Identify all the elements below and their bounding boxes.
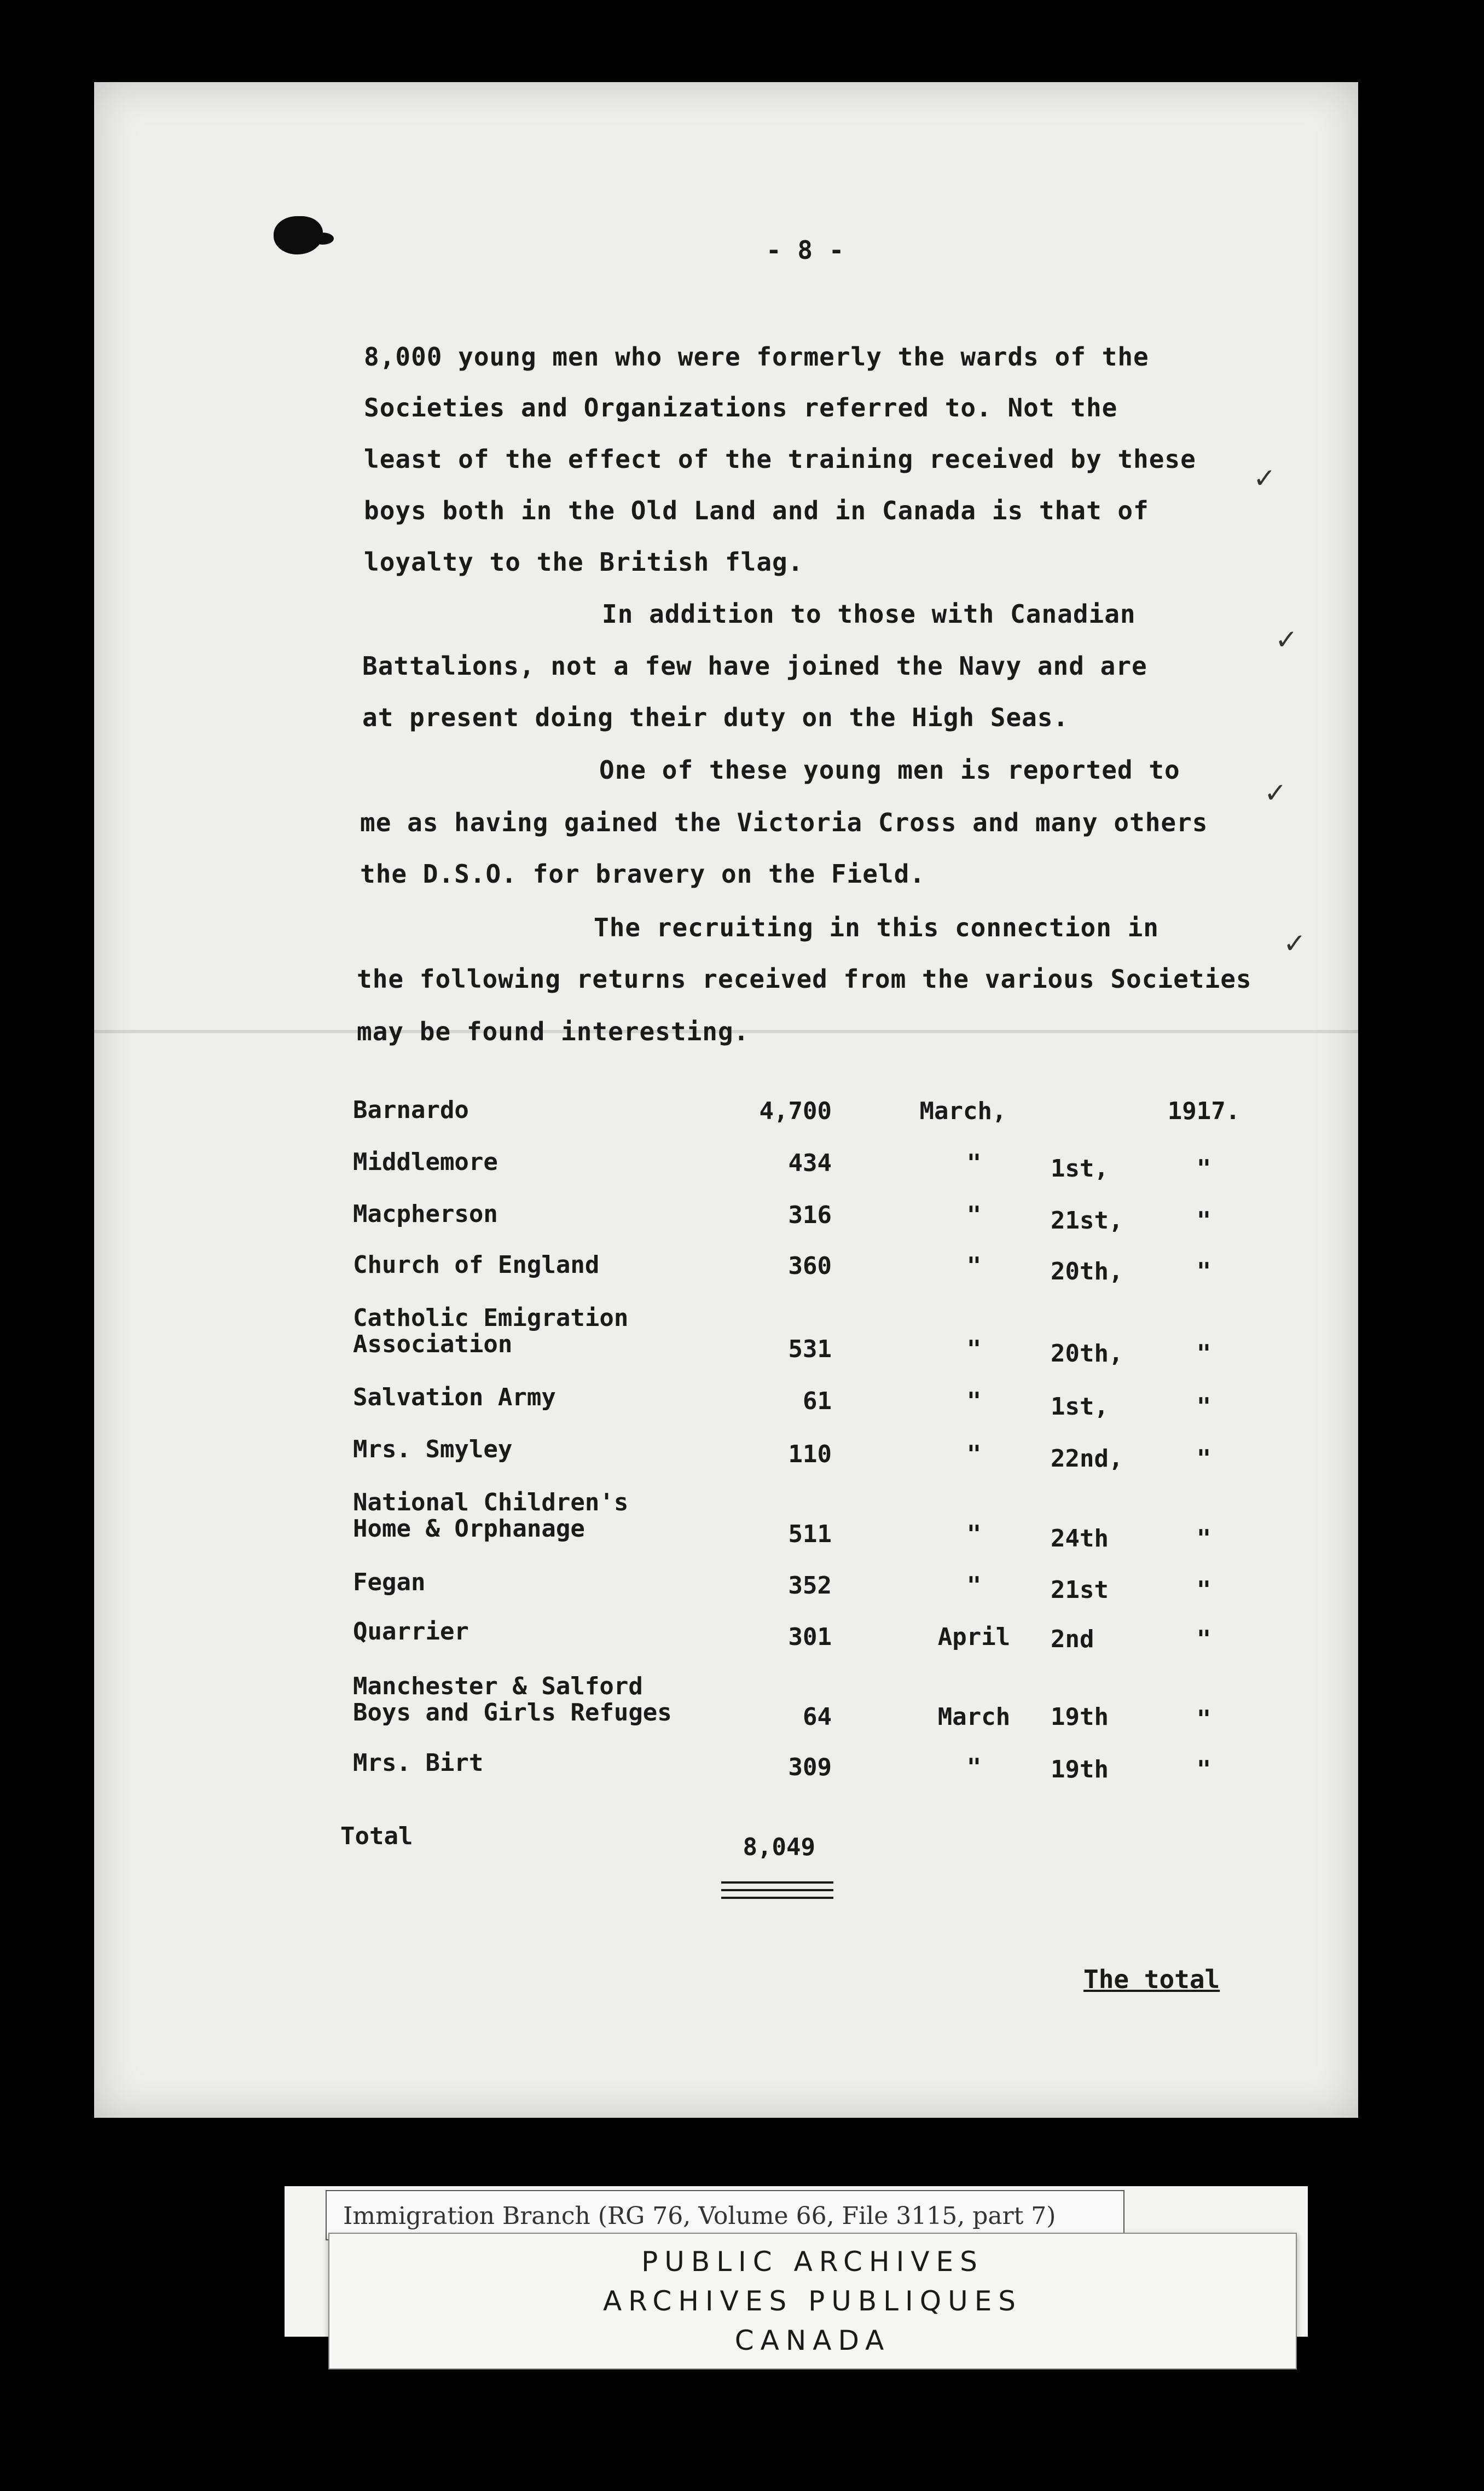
- recruit-count: 316: [788, 1201, 832, 1229]
- recruit-count: 309: [788, 1753, 832, 1781]
- return-day: 21st: [1051, 1576, 1109, 1604]
- return-day: 20th,: [1051, 1340, 1123, 1368]
- return-month: ": [966, 1520, 982, 1548]
- total-underline-3: [721, 1897, 833, 1899]
- return-day: 20th,: [1051, 1258, 1123, 1285]
- return-day: 1st,: [1051, 1393, 1109, 1421]
- body-line-8: at present doing their duty on the High Seas.: [362, 703, 1069, 732]
- recruit-count: 352: [788, 1572, 832, 1600]
- ink-blot-tail: [312, 233, 334, 245]
- recruit-count: 64: [803, 1703, 832, 1731]
- body-line-3: least of the effect of the training received by these: [364, 444, 1196, 474]
- return-month: ": [966, 1572, 982, 1600]
- return-month: ": [966, 1387, 982, 1415]
- society-name: Quarrier: [353, 1618, 469, 1646]
- return-month: ": [966, 1753, 982, 1781]
- return-month: April: [937, 1623, 1011, 1651]
- society-name: Salvation Army: [353, 1383, 556, 1411]
- society-name: Fegan: [353, 1568, 426, 1596]
- recruit-count: 110: [788, 1440, 832, 1468]
- page-number: - 8 -: [766, 235, 845, 265]
- return-day: 1st,: [1051, 1155, 1109, 1183]
- recruit-count: 301: [788, 1623, 832, 1651]
- return-year: ": [1196, 1393, 1211, 1421]
- archives-stamp: [328, 2233, 1297, 2370]
- total-underline-1: [721, 1881, 833, 1884]
- return-year: ": [1196, 1756, 1211, 1783]
- recruit-count: 61: [803, 1387, 832, 1415]
- return-year: ": [1196, 1258, 1211, 1285]
- return-year: ": [1196, 1155, 1211, 1183]
- body-line-4: boys both in the Old Land and in Canada is that of: [364, 496, 1149, 525]
- body-line-9: One of these young men is reported to: [599, 755, 1180, 785]
- recruit-count: 434: [788, 1149, 832, 1177]
- archive-reference: Immigration Branch (RG 76, Volume 66, File 3115, part 7): [326, 2190, 1124, 2240]
- check-mark-3: ✓: [1264, 777, 1287, 809]
- society-name: Macpherson: [353, 1200, 498, 1228]
- society-name: Catholic Emigration Association: [353, 1304, 629, 1358]
- return-month: ": [966, 1335, 982, 1363]
- return-year: ": [1196, 1576, 1211, 1604]
- recruit-count: 531: [788, 1335, 832, 1363]
- body-line-13: the following returns received from the various Societies: [357, 964, 1252, 994]
- return-year: 1917.: [1167, 1097, 1240, 1125]
- return-day: 21st,: [1051, 1207, 1123, 1235]
- return-month: ": [966, 1201, 982, 1229]
- body-line-1: 8,000 young men who were formerly the wards of the: [364, 342, 1149, 372]
- return-year: ": [1196, 1445, 1211, 1473]
- society-name: Mrs. Birt: [353, 1749, 484, 1777]
- body-line-2: Societies and Organizations referred to. Not the: [364, 393, 1118, 422]
- body-line-12: The recruiting in this connection in: [594, 913, 1159, 942]
- return-year: ": [1196, 1525, 1211, 1552]
- stamp-line-1: PUBLIC ARCHIVES: [641, 2246, 984, 2278]
- return-year: ": [1196, 1207, 1211, 1235]
- society-name: National Children's Home & Orphanage: [353, 1488, 629, 1543]
- return-day: 24th: [1051, 1525, 1109, 1552]
- return-month: ": [966, 1149, 982, 1177]
- body-line-14: may be found interesting.: [357, 1017, 750, 1046]
- return-month: ": [966, 1440, 982, 1468]
- total-underline-2: [721, 1889, 833, 1891]
- stamp-line-3: CANADA: [734, 2325, 891, 2356]
- return-day: 22nd,: [1051, 1445, 1123, 1473]
- continued-text: The total: [1083, 1965, 1220, 1994]
- body-line-7: Battalions, not a few have joined the Navy and are: [362, 651, 1147, 681]
- body-line-10: me as having gained the Victoria Cross and many others: [360, 808, 1208, 837]
- return-day: 2nd: [1051, 1625, 1094, 1653]
- check-mark-2: ✓: [1275, 624, 1298, 656]
- check-mark-4: ✓: [1283, 928, 1306, 959]
- body-line-6: In addition to those with Canadian: [602, 599, 1136, 629]
- body-line-5: loyalty to the British flag.: [364, 547, 804, 577]
- return-day: 19th: [1051, 1756, 1109, 1783]
- total-value: 8,049: [743, 1833, 815, 1861]
- check-mark-1: ✓: [1253, 462, 1276, 494]
- return-year: ": [1196, 1625, 1211, 1653]
- total-label: Total: [340, 1822, 413, 1850]
- return-day: 19th: [1051, 1703, 1109, 1731]
- society-name: Church of England: [353, 1251, 600, 1279]
- return-year: ": [1196, 1340, 1211, 1368]
- recruit-count: 360: [788, 1252, 832, 1280]
- body-line-11: the D.S.O. for bravery on the Field.: [360, 859, 925, 889]
- return-year: ": [1196, 1705, 1211, 1733]
- society-name: Mrs. Smyley: [353, 1435, 513, 1463]
- return-month: March,: [919, 1097, 1007, 1125]
- return-month: March: [937, 1703, 1011, 1731]
- society-name: Middlemore: [353, 1148, 498, 1176]
- recruit-count: 4,700: [759, 1097, 832, 1125]
- stamp-line-2: ARCHIVES PUBLIQUES: [602, 2285, 1023, 2317]
- return-month: ": [966, 1252, 982, 1280]
- society-name: Barnardo: [353, 1096, 469, 1124]
- society-name: Manchester & Salford Boys and Girls Refuges: [353, 1672, 672, 1727]
- recruit-count: 511: [788, 1520, 832, 1548]
